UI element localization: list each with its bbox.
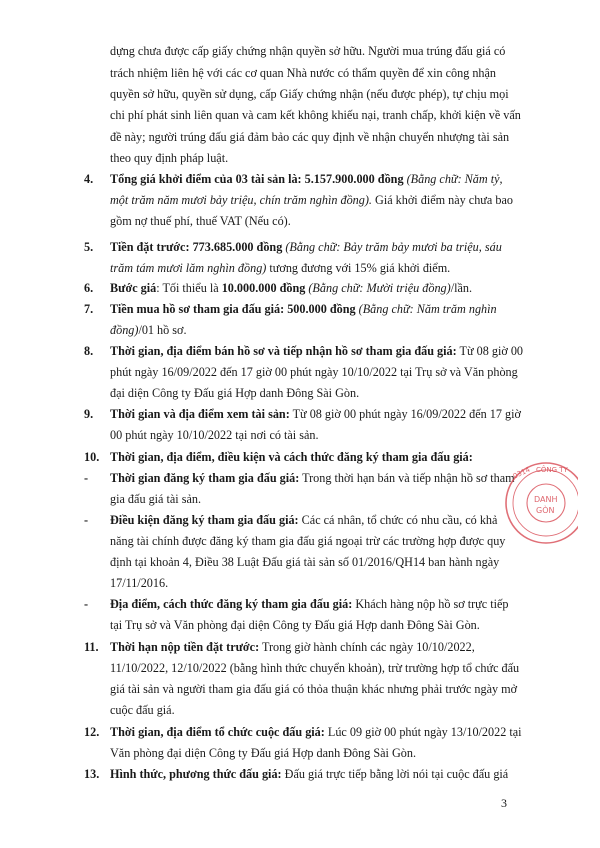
section-10-bullet-2-line-4: 17/11/2016. — [110, 576, 169, 590]
section-10-bullet-2-line-1 — [110, 513, 497, 528]
intro-line-6: theo quy định pháp luật. — [110, 151, 229, 165]
section-7-words-1: (Bằng chữ: Năm trăm nghìn — [358, 302, 497, 316]
section-13-rest-1: Đấu giá trực tiếp bằng lời nói tại cuộc đấu giá — [284, 767, 509, 781]
section-12-number: 12. — [84, 725, 100, 739]
section-4-rest-2: Giá khởi điểm này chưa bao — [375, 193, 513, 207]
section-4-line-3: gồm nợ thuế phí, thuế VAT (Nếu có). — [110, 214, 291, 228]
section-12-line-1 — [110, 725, 522, 740]
company-stamp-seal — [494, 458, 578, 548]
section-4-line-2 — [110, 193, 513, 208]
company-stamp — [494, 458, 578, 548]
section-7-line-2 — [110, 323, 187, 338]
section-6-line-1 — [110, 281, 472, 296]
section-10-bullet-2-line-2: năng tài chính được đăng ký tham gia đấu giá ngoại trừ các trường hợp được quy — [110, 534, 506, 548]
section-4-words-2: một trăm năm mươi bảy triệu, chín trăm nghìn đồng). — [110, 193, 372, 207]
section-7-line-1 — [110, 302, 497, 317]
section-11-line-3: giá tài sản và người tham gia đấu giá có thỏa thuận khác nhưng phải trước ngày mở — [110, 682, 518, 696]
section-11-line-4: cuộc đấu giá. — [110, 703, 175, 717]
stamp-text-top: CÔNG TY — [536, 466, 568, 474]
section-13-number: 13. — [84, 767, 100, 781]
intro-line-5: đề này; người trúng đấu giá đảm bảo các quy định về nhận chuyển nhượng tài sản — [110, 130, 510, 144]
section-10-bullet-3-line-1 — [110, 597, 509, 612]
stamp-code: 0314 — [511, 465, 532, 481]
section-5-words-2: trăm tám mươi lăm nghìn đồng) — [110, 261, 267, 275]
section-7-amount: 500.000 đồng — [287, 302, 356, 316]
section-9-line-1 — [110, 407, 521, 422]
section-9-number: 9. — [84, 407, 94, 421]
section-13-label: Hình thức, phương thức đấu giá: — [110, 767, 282, 781]
section-11-rest-1: Trong giờ hành chính các ngày 10/10/2022, — [261, 640, 475, 654]
section-10-bullet-1-line-2: gia đấu giá tài sản. — [110, 492, 202, 506]
section-5-line-1 — [110, 240, 502, 255]
section-6-words: (Bằng chữ: Mười triệu đồng) — [308, 281, 451, 295]
section-12-rest-1: Lúc 09 giờ 00 phút ngày 13/10/2022 tại — [327, 725, 522, 739]
section-8-number: 8. — [84, 344, 94, 358]
section-10-bullet-1-rest: Trong thời hạn bán và tiếp nhận hồ sơ tham — [302, 471, 515, 485]
intro-line-2: trách nhiệm liên hệ với các cơ quan Nhà nước có thẩm quyền để xin công nhận — [110, 66, 497, 80]
section-10-label: Thời gian, địa điểm, điều kiện và cách thức đăng ký tham gia đấu giá: — [110, 450, 473, 464]
section-4-line-1 — [110, 172, 503, 187]
section-5-words-1: (Bằng chữ: Bảy trăm bảy mươi ba triệu, sáu — [285, 240, 502, 254]
section-7-label: Tiền mua hồ sơ tham gia đấu giá: — [110, 302, 285, 316]
section-5-number: 5. — [84, 240, 94, 254]
section-10-bullet-2-dash: - — [84, 513, 89, 527]
intro-line-4: chi phí phát sinh liên quan và cam kết không khiếu nại, tranh chấp, khởi kiện về vấn — [110, 108, 521, 122]
stamp-text-mid: DANH — [534, 495, 558, 504]
section-7-number: 7. — [84, 302, 94, 316]
section-8-label: Thời gian, địa điểm bán hồ sơ và tiếp nhận hồ sơ tham gia đấu giá: — [110, 344, 457, 358]
intro-line-3: quyền sở hữu, quyền sử dụng, cấp Giấy chứng nhận (nếu được phép), tự chịu mọi — [110, 87, 509, 101]
section-10-bullet-2-line-3: định tại khoản 4, Điều 38 Luật Đấu giá tài sản số 01/2016/QH14 ban hành ngày — [110, 555, 500, 569]
section-11-number: 11. — [84, 640, 99, 654]
section-10-bullet-1-dash: - — [84, 471, 89, 485]
section-8-line-2: phút ngày 16/09/2022 đến 17 giờ 00 phút ngày 10/10/2022 tại Trụ sở và Văn phòng — [110, 365, 518, 379]
section-4-label: Tổng giá khởi điểm của 03 tài sản là: 5.157.900.000 đồng — [110, 172, 404, 186]
section-9-line-2: 00 phút ngày 10/10/2022 tại nơi có tài sản. — [110, 428, 319, 442]
section-6-number: 6. — [84, 281, 94, 295]
section-6-pre: : Tối thiểu là — [156, 281, 219, 295]
section-7-words-2: đồng) — [110, 323, 139, 337]
section-12-line-2: Văn phòng đại diện Công ty Đấu giá Hợp danh Đông Sài Gòn. — [110, 746, 417, 760]
section-9-rest-1: Từ 08 giờ 00 phút ngày 16/09/2022 đến 17 giờ — [292, 407, 521, 421]
section-8-line-3: đại diện Công ty Đấu giá Hợp danh Đông Sài Gòn. — [110, 386, 360, 400]
section-10-bullet-3-line-2: tại Trụ sở và Văn phòng đại diện Công ty Đấu giá Hợp danh Đông Sài Gòn. — [110, 618, 480, 632]
section-13-line-1 — [110, 767, 508, 782]
section-10-number: 10. — [84, 450, 100, 464]
section-11-line-2: 11/10/2022, 12/10/2022 (bằng hình thức chuyển khoản), trừ trường hợp tổ chức đấu — [110, 661, 520, 675]
section-10-bullet-1-line-1 — [110, 471, 515, 486]
section-10-bullet-2-label: Điều kiện đăng ký tham gia đấu giá: — [110, 513, 299, 527]
section-8-rest-1: Từ 08 giờ 00 — [459, 344, 524, 358]
section-5-label: Tiền đặt trước: — [110, 240, 190, 254]
section-7-rest-2: /01 hồ sơ. — [138, 323, 187, 337]
page-number: 3 — [501, 796, 507, 810]
section-8-line-1 — [110, 344, 523, 359]
section-10-bullet-3-label: Địa điểm, cách thức đăng ký tham gia đấu giá: — [110, 597, 353, 611]
section-4-words-1: (Bằng chữ: Năm tỷ, — [406, 172, 503, 186]
section-9-label: Thời gian và địa điểm xem tài sản: — [110, 407, 290, 421]
section-5-line-2 — [110, 261, 450, 276]
section-5-amount: 773.685.000 đồng — [192, 240, 283, 254]
section-10-bullet-3-dash: - — [84, 597, 89, 611]
section-11-label: Thời hạn nộp tiền đặt trước: — [110, 640, 260, 654]
section-10-bullet-1-label: Thời gian đăng ký tham gia đấu giá: — [110, 471, 300, 485]
section-6-amount: 10.000.000 đồng — [221, 281, 306, 295]
section-10-line-1 — [110, 450, 473, 465]
section-12-label: Thời gian, địa điểm tổ chức cuộc đấu giá: — [110, 725, 325, 739]
section-5-rest-2: tương đương với 15% giá khởi điểm. — [269, 261, 451, 275]
intro-line-1: dựng chưa được cấp giấy chứng nhận quyền sở hữu. Người mua trúng đấu giá có — [110, 44, 506, 58]
section-10-bullet-2-rest: Các cá nhân, tổ chức có nhu cầu, có khả — [301, 513, 498, 527]
section-6-label: Bước giá — [110, 281, 157, 295]
section-10-bullet-3-rest: Khách hàng nộp hồ sơ trực tiếp — [355, 597, 509, 611]
section-6-post: /lần. — [450, 281, 473, 295]
stamp-text-low: GÒN — [536, 506, 555, 515]
section-11-line-1 — [110, 640, 475, 655]
section-4-number: 4. — [84, 172, 94, 186]
